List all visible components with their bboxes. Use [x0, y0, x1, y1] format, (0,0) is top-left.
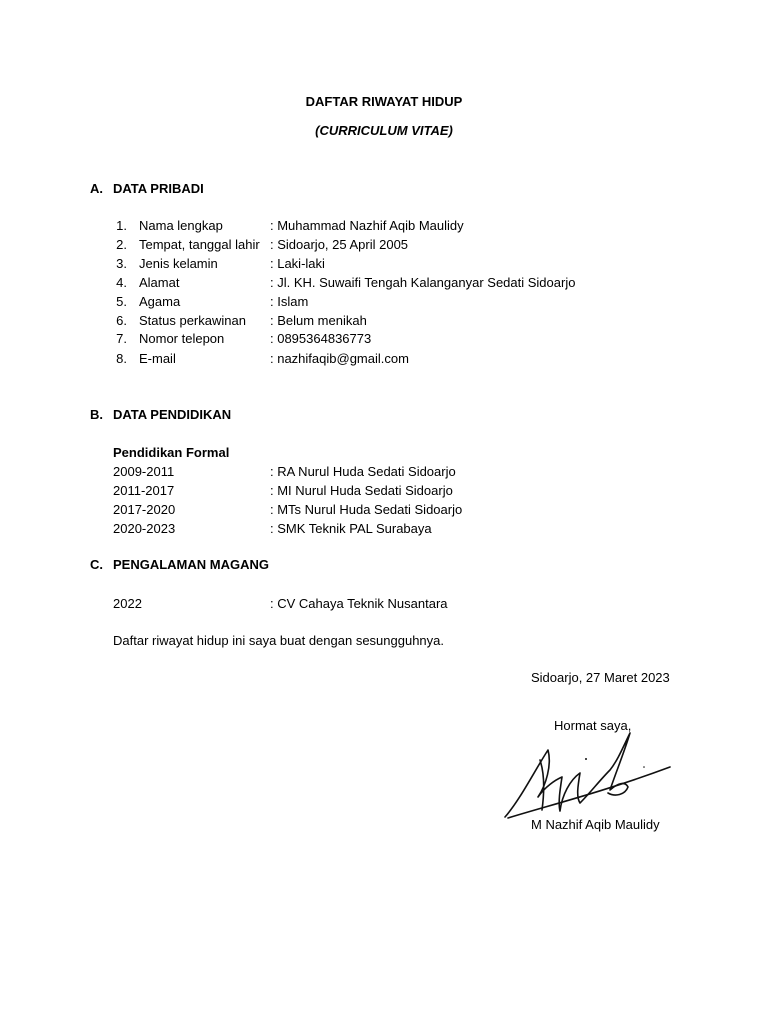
field-label: Jenis kelamin	[139, 256, 218, 271]
field-value: : Jl. KH. Suwaifi Tengah Kalanganyar Sedati Sidoarjo	[270, 275, 576, 290]
list-item-number: 8.	[116, 351, 127, 366]
field-value: : Belum menikah	[270, 313, 367, 328]
field-value: : Muhammad Nazhif Aqib Maulidy	[270, 218, 464, 233]
list-item-number: 4.	[116, 275, 127, 290]
list-item-number: 5.	[116, 294, 127, 309]
signer-name: M Nazhif Aqib Maulidy	[531, 817, 660, 832]
education-school: : RA Nurul Huda Sedati Sidoarjo	[270, 464, 456, 479]
field-value: : Islam	[270, 294, 309, 309]
section-b-heading: DATA PENDIDIKAN	[113, 407, 232, 422]
education-years: 2017-2020	[113, 502, 176, 517]
section-a-letter: A.	[90, 181, 103, 196]
section-c-heading: PENGALAMAN MAGANG	[113, 557, 269, 572]
field-label: E-mail	[139, 351, 176, 366]
education-years: 2020-2023	[113, 521, 176, 536]
field-label: Agama	[139, 294, 181, 309]
list-item-number: 7.	[116, 331, 127, 346]
field-value: : Sidoarjo, 25 April 2005	[270, 237, 409, 252]
education-years: 2011-2017	[113, 483, 175, 498]
section-b-letter: B.	[90, 407, 103, 422]
education-years: 2009-2011	[113, 464, 175, 479]
internship-company: : CV Cahaya Teknik Nusantara	[270, 596, 448, 611]
document-title: DAFTAR RIWAYAT HIDUP	[305, 94, 463, 109]
field-label: Alamat	[139, 275, 180, 290]
field-label: Status perkawinan	[139, 313, 246, 328]
regards-text: Hormat saya,	[554, 718, 632, 733]
list-item-number: 3.	[116, 256, 127, 271]
signature-image	[500, 725, 680, 825]
field-value: : Laki-laki	[270, 256, 325, 271]
education-school: : MTs Nurul Huda Sedati Sidoarjo	[270, 502, 463, 517]
education-school: : MI Nurul Huda Sedati Sidoarjo	[270, 483, 453, 498]
list-item-number: 1.	[116, 218, 127, 233]
section-a-heading: DATA PRIBADI	[113, 181, 204, 196]
field-value: : 0895364836773	[270, 331, 372, 346]
closing-statement: Daftar riwayat hidup ini saya buat dengan sesungguhnya.	[113, 633, 444, 648]
field-label: Nama lengkap	[139, 218, 223, 233]
education-school: : SMK Teknik PAL Surabaya	[270, 521, 432, 536]
section-c-letter: C.	[90, 557, 103, 572]
education-subheading: Pendidikan Formal	[113, 445, 230, 460]
list-item-number: 6.	[116, 313, 127, 328]
field-label: Tempat, tanggal lahir	[139, 237, 260, 252]
list-item-number: 2.	[116, 237, 127, 252]
email-value: : nazhifaqib@gmail.com	[270, 351, 409, 366]
internship-year: 2022	[113, 596, 142, 611]
document-subtitle: (CURRICULUM VITAE)	[315, 123, 453, 138]
place-date: Sidoarjo, 27 Maret 2023	[531, 670, 670, 685]
field-label: Nomor telepon	[139, 331, 225, 346]
